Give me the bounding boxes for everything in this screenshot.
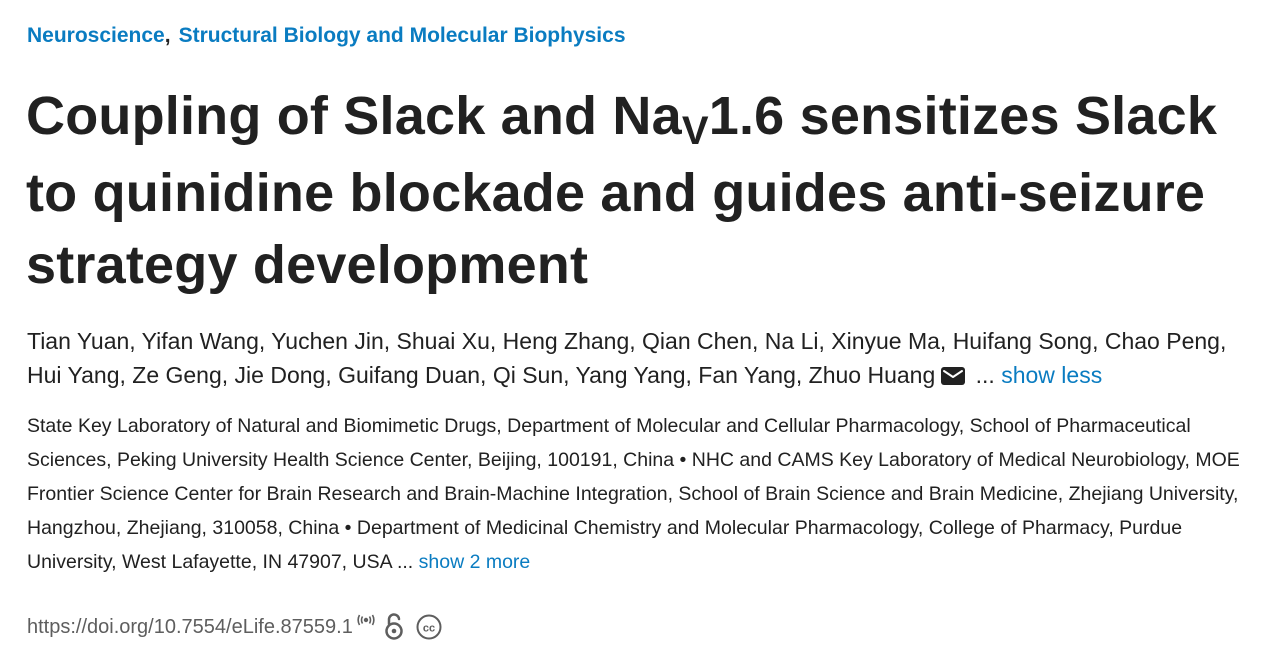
creative-commons-icon[interactable] bbox=[416, 614, 442, 640]
title-subscript: V bbox=[681, 109, 709, 153]
author-names: Tian Yuan, Yifan Wang, Yuchen Jin, Shuai Xu, Heng Zhang, Qian Chen, Na Li, Xinyue Ma, Huifang Song, Chao Peng, Hui Yang, Ze Geng, Jie Dong, Guifang Duan, Qi Sun, Yang Yang, Fan Yang, Zhuo Huang bbox=[27, 328, 1227, 388]
doi-row bbox=[27, 612, 442, 642]
author-list bbox=[27, 324, 1242, 394]
subject-link-neuroscience[interactable]: Neuroscience bbox=[27, 24, 165, 47]
email-icon[interactable] bbox=[941, 360, 965, 394]
broadcast-icon bbox=[356, 614, 376, 626]
affiliation-list bbox=[27, 409, 1242, 579]
show-more-affiliations-link[interactable]: show 2 more bbox=[418, 551, 531, 573]
doi-link[interactable]: https://doi.org/10.7554/eLife.87559.1 bbox=[27, 615, 353, 638]
authors-ellipsis: ... bbox=[975, 362, 995, 388]
subject-link-structural-biology[interactable]: Structural Biology and Molecular Biophysics bbox=[178, 24, 626, 47]
subject-separator: , bbox=[164, 24, 171, 47]
svg-text:cc: cc bbox=[422, 622, 435, 635]
show-less-authors-link[interactable]: show less bbox=[1001, 362, 1103, 388]
article-title bbox=[26, 80, 1241, 301]
affiliations-ellipsis: ... bbox=[396, 551, 414, 573]
title-part-2: 1.6 sensitizes Slack to quinidine blockade and guides anti-seizure strategy development bbox=[26, 86, 1218, 295]
title-part-1: Coupling of Slack and Na bbox=[26, 86, 682, 146]
subject-list bbox=[27, 24, 626, 48]
affiliation-text: State Key Laboratory of Natural and Biomimetic Drugs, Department of Molecular and Cellular Pharmacology, School of Pharmaceutical Sciences, Peking University Health Science Center, Beijing, 100191, China • NHC and CAMS Key Laboratory of Medical Neurobiology, MOE Frontier Science Center for Brain Research and Brain-Machine Integration, School of Brain Science and Brain Medicine, Zhejiang University, Hangzhou, Zhejiang, 310058, China • Department of Medicinal Chemistry and Molecular Pharmacology, College of Pharmacy, Purdue University, West Lafayette, IN 47907, USA bbox=[27, 415, 1240, 573]
open-access-icon[interactable] bbox=[384, 613, 404, 641]
